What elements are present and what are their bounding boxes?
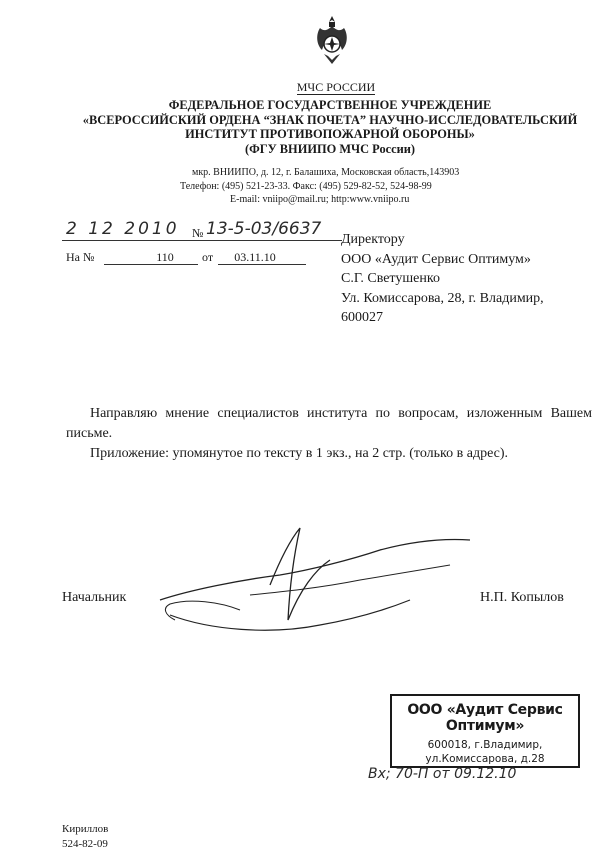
addressee-line: Директору — [341, 232, 405, 247]
org-full-name — [60, 98, 600, 156]
org-short-name: МЧС РОССИИ — [296, 80, 376, 94]
incoming-registration-note: Вх; 70-П от 09.12.10 — [368, 766, 517, 782]
addressee-line: 600027 — [341, 310, 383, 326]
addressee-line: ООО «Аудит Сервис Оптимум» — [341, 251, 531, 267]
contact-address: мкр. ВНИИПО, д. 12, г. Балашиха, Московская область,143903 — [192, 167, 460, 178]
handwritten-signature — [150, 520, 490, 650]
addressee-block — [341, 230, 600, 328]
org-full-line: ФЕДЕРАЛЬНОЕ ГОСУДАРСТВЕННОЕ УЧРЕЖДЕНИЕ — [168, 98, 492, 112]
stamp-address-line: 600018, г.Владимир, — [427, 739, 543, 751]
executor-name: Кириллов — [62, 823, 109, 835]
org-full-line: «ВСЕРОССИЙСКИЙ ОРДЕНА “ЗНАК ПОЧЕТА” НАУЧНО-ИССЛЕДОВАТЕЛЬСКИЙ — [82, 112, 578, 127]
stamp-address — [392, 738, 578, 766]
contact-email: E-mail: vniipo@mail.ru; http:www.vniipo.ru — [230, 194, 410, 205]
reference-from-label: от — [202, 250, 214, 264]
org-full-line: ИНСТИТУТ ПРОТИВОПОЖАРНОЙ ОБОРОНЫ» — [185, 127, 475, 141]
reference-label: На № — [66, 250, 95, 264]
addressee-line: Ул. Комиссарова, 28, г. Владимир, — [341, 290, 544, 306]
registration-date: 2 12 2010 — [66, 219, 180, 239]
registration-number-symbol: № — [192, 226, 204, 240]
signatory-title: Начальник — [62, 590, 127, 605]
reference-date-underline — [218, 264, 306, 265]
stamp-company-name: ООО «Аудит Сервис Оптимум» — [407, 702, 563, 734]
mchs-emblem-icon — [312, 14, 352, 66]
signatory-name: Н.П. Копылов — [480, 590, 564, 605]
body-paragraph: Направляю мнение специалистов института по вопросам, изложенным Вашем письме. — [66, 406, 592, 441]
reference-number: 110 — [156, 250, 174, 264]
attachment-note: Приложение: упомянутое по тексту в 1 экз., на 2 стр. (только в адрес). — [90, 446, 509, 461]
org-full-line: (ФГУ ВНИИПО МЧС России) — [244, 141, 416, 156]
registration-number: 13-5-03/6637 — [206, 219, 322, 239]
reference-number-underline — [104, 264, 198, 265]
stamp-address-line: ул.Комиссарова, д.28 — [425, 753, 545, 765]
executor-phone: 524-82-09 — [62, 838, 108, 850]
addressee-line: С.Г. Светушенко — [341, 271, 440, 287]
contact-phone: Телефон: (495) 521-23-33. Факс: (495) 529-82-52, 524-98-99 — [180, 180, 432, 192]
reference-date: 03.11.10 — [234, 250, 276, 264]
recipient-stamp — [390, 694, 580, 768]
executor-info — [62, 822, 108, 852]
org-contacts — [180, 166, 500, 207]
